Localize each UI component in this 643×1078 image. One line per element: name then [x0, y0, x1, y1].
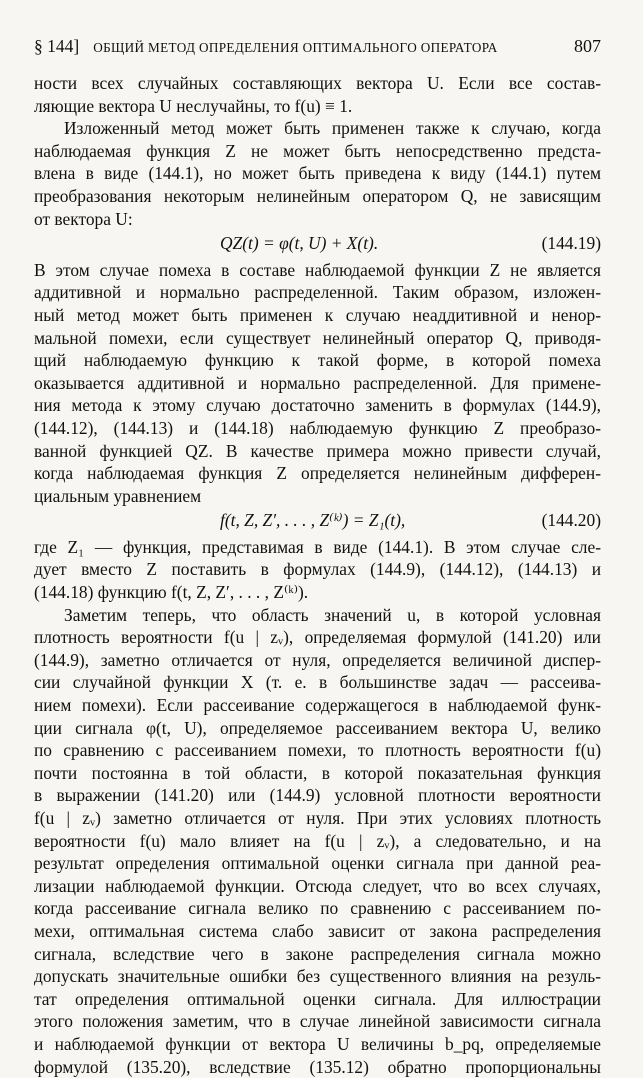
text-line: по сравнению с рассеиванием помехи, то плотность вероятности f(u) — [34, 740, 601, 761]
text-line: от вектора U: — [34, 208, 133, 229]
running-header — [34, 36, 601, 62]
text-line: наблюдаемая функция Z не может быть непосредственно предста- — [34, 140, 601, 161]
section-number: § 144] — [34, 36, 80, 56]
text-line: аддитивной и нормально распределенной. Таким образом, изложен- — [34, 282, 601, 303]
paragraph-3 — [34, 259, 601, 508]
text-line: ляющие вектора U неслучайны, то f(u) ≡ 1. — [34, 95, 353, 116]
text-line: ния метода к этому случаю достаточно заменить в формулах (144.9), — [34, 395, 601, 416]
text-line: ванной функцией QZ. В качестве примера можно привести случай, — [34, 440, 601, 461]
equation-expression: f(t, Z, Z′, . . . , Z⁽ᵏ⁾) = Z₁(t), — [220, 510, 406, 531]
text-line: ности всех случайных составляющих вектора U. Если все состав- — [34, 73, 601, 93]
text-line: нием помехи). Если рассеивание содержащегося в наблюдаемой функ- — [34, 695, 601, 716]
text-line: Заметим теперь, что область значений u, в которой условная — [64, 604, 601, 625]
equation-number: (144.19) — [541, 233, 601, 254]
text-line: циальным уравнением — [34, 485, 202, 506]
text-line: (144.9), заметно отличается от нуля, определяется величиной диспер- — [34, 649, 601, 670]
text-line: результат определения оптимальной оценки сигнала при данной реа- — [34, 853, 601, 874]
text-line: и наблюдаемой функции от вектора U величины b_pq, определяемые — [34, 1033, 601, 1054]
text-line: дует вместо Z поставить в формулах (144.9), (144.12), (144.13) и — [34, 559, 601, 580]
text-line: формулой (135.20), вследствие (135.12) обратно пропорциональны — [34, 1056, 601, 1077]
paragraph-5 — [34, 604, 601, 1078]
text-line: ции сигнала φ(t, U), определяемое рассеиванием вектора U, велико — [34, 717, 601, 738]
paragraph-2 — [34, 117, 601, 230]
text-line: влена в виде (144.1), но может быть приведена к виду (144.1) путем — [34, 163, 601, 184]
equation-144-20 — [34, 507, 601, 536]
text-line: допускать значительные ошибки без существенного влияния на резуль- — [34, 966, 601, 987]
text-line: в выражении (141.20) или (144.9) условной плотности вероятности — [34, 785, 601, 806]
text-line: Изложенный метод может быть применен также к случаю, когда — [64, 118, 601, 139]
equation-144-19 — [34, 230, 601, 259]
text-line: вероятности f(u) мало влияет на f(u | zᵥ), а следовательно, и на — [34, 830, 601, 851]
page-number: 807 — [574, 36, 601, 56]
text-line: В этом случае помеха в составе наблюдаемой функции Z не является — [34, 259, 601, 280]
text-line: почти постоянна в той области, в которой показательная функция — [34, 762, 601, 783]
text-line: преобразования некоторым нелинейным оператором Q, не зависящим — [34, 185, 601, 206]
text-line: оказывается аддитивной и нормально распределенной. Для примене- — [34, 372, 601, 393]
text-line: (144.18) функцию f(t, Z, Z′, . . . , Z⁽ᵏ⁾). — [34, 582, 309, 603]
text-line: щий наблюдаемую функцию к такой форме, в которой помеха — [34, 350, 601, 371]
paragraph-1 — [34, 72, 601, 117]
text-line: этого положения заметим, что в случае линейной зависимости сигнала — [34, 1011, 601, 1032]
text-line: мальной помехи, если существует нелинейный оператор Q, приводя- — [34, 327, 601, 348]
text-line: где Z₁ — функция, представимая в виде (144.1). В этом случае сле- — [34, 536, 601, 557]
text-line: когда наблюдаемая функция Z определяется нелинейным дифферен- — [34, 463, 601, 484]
text-line: (144.12), (144.13) и (144.18) наблюдаемую функцию Z преобразо- — [34, 417, 601, 438]
running-title: ОБЩИЙ МЕТОД ОПРЕДЕЛЕНИЯ ОПТИМАЛЬНОГО ОПЕРАТОРА — [93, 40, 498, 55]
text-line: f(u | zᵥ) заметно отличается от нуля. При этих условиях плотность — [34, 808, 601, 828]
text-line: ный метод может быть применен к случаю неаддитивной и ненор- — [34, 304, 601, 325]
text-line: лизации наблюдаемой функции. Отсюда следует, что во всех случаях, — [34, 875, 601, 896]
equation-expression: QZ(t) = φ(t, U) + X(t). — [220, 233, 379, 254]
text-line: сигнала, вследствие чего в законе распределения сигнала можно — [34, 943, 601, 964]
page-body — [34, 72, 601, 1078]
text-line: сии случайной функции X (т. е. в большинстве задач — рассеива- — [34, 672, 601, 693]
text-line: когда рассеивание сигнала велико по сравнению с рассеиванием по- — [34, 898, 601, 919]
equation-number: (144.20) — [541, 510, 601, 531]
paragraph-4 — [34, 536, 601, 604]
text-line: мехи, оптимальная система слабо зависит от закона распределения — [34, 920, 601, 941]
text-line: плотность вероятности f(u | zᵥ), определяемая формулой (141.20) или — [34, 627, 601, 648]
text-line: тат определения оптимальной оценки сигнала. Для иллюстрации — [34, 988, 601, 1009]
